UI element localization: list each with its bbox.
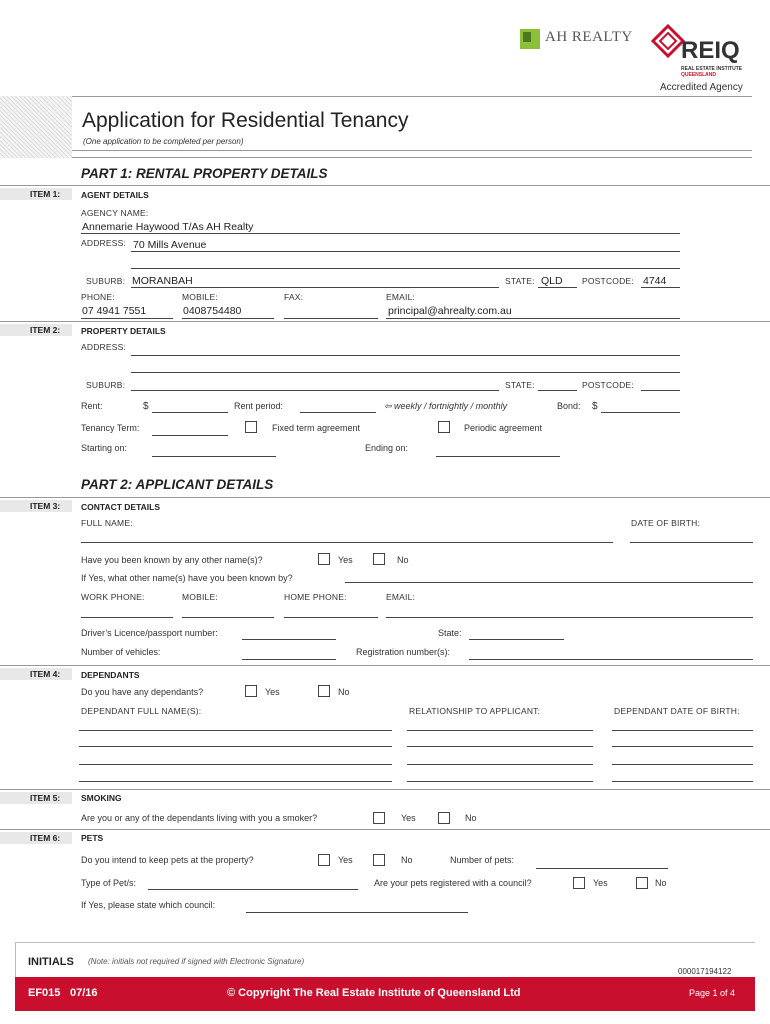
item2-rule	[0, 321, 770, 322]
address-line-2	[131, 268, 680, 269]
item6-rule	[0, 829, 770, 830]
work-phone-label: WORK PHONE:	[81, 592, 145, 602]
reiq-logo-sub2: QUEENSLAND	[681, 72, 717, 78]
dependant-rel-line[interactable]	[407, 781, 593, 782]
fax-label: FAX:	[284, 292, 304, 302]
fixed-term-label: Fixed term agreement	[272, 423, 361, 433]
part2-heading: PART 2: APPLICANT DETAILS	[81, 477, 274, 492]
dependant-dob-header: DEPENDANT DATE OF BIRTH:	[614, 706, 740, 716]
footer-bar	[15, 977, 755, 1011]
council-label: If Yes, please state which council:	[81, 900, 216, 910]
rent-period-label: Rent period:	[234, 401, 284, 411]
dependant-name-line[interactable]	[79, 746, 392, 747]
mobile-line	[182, 318, 274, 319]
dependants-no-label: No	[338, 687, 350, 697]
rent-dollar: $	[143, 401, 149, 412]
suburb-line	[131, 287, 499, 288]
item3-tag: ITEM 3:	[0, 500, 72, 512]
pets-no-label: No	[401, 855, 413, 865]
applicant-mobile-line[interactable]	[182, 617, 274, 618]
dependant-rel-line[interactable]	[407, 764, 593, 765]
page-number: Page 1 of 4	[689, 988, 736, 998]
email-value[interactable]: principal@ahrealty.com.au	[388, 305, 512, 317]
item4-tag: ITEM 4:	[0, 668, 72, 680]
dependant-dob-line[interactable]	[612, 730, 753, 731]
reiq-logo-sub1: REAL ESTATE INSTITUTE	[681, 66, 743, 72]
agency-name-label: AGENCY NAME:	[81, 208, 149, 218]
pets-yes-checkbox[interactable]	[318, 854, 330, 866]
title-rule-1	[72, 150, 752, 151]
postcode-label: POSTCODE:	[582, 276, 634, 286]
pets-registered-no-label: No	[655, 878, 667, 888]
pet-type-line[interactable]	[148, 889, 358, 890]
agency-logo	[519, 27, 633, 51]
other-names-line[interactable]	[345, 582, 753, 583]
tenancy-term-label: Tenancy Term:	[81, 423, 140, 433]
postcode-line	[641, 287, 680, 288]
item1-tag: ITEM 1:	[0, 188, 72, 200]
applicant-mobile-label: MOBILE:	[182, 592, 218, 602]
item3-title: CONTACT DETAILS	[81, 502, 161, 512]
postcode-value[interactable]: 4744	[643, 275, 667, 287]
applicant-email-label: EMAIL:	[386, 592, 416, 602]
ending-on-label: Ending on:	[365, 443, 409, 453]
home-phone-label: HOME PHONE:	[284, 592, 347, 602]
suburb-value[interactable]: MORANBAH	[132, 275, 193, 287]
fixed-term-checkbox[interactable]	[245, 421, 257, 433]
dob-line[interactable]	[630, 542, 753, 543]
dependants-question: Do you have any dependants?	[81, 687, 204, 697]
pets-question: Do you intend to keep pets at the property?	[81, 855, 254, 865]
item6-tag: ITEM 6:	[0, 832, 72, 844]
starting-on-label: Starting on:	[81, 443, 128, 453]
periodic-checkbox[interactable]	[438, 421, 450, 433]
address-label: ADDRESS:	[81, 238, 127, 248]
rent-period-hint: ⇦ weekly / fortnightly / monthly	[384, 401, 508, 411]
title-rule-top	[72, 96, 752, 97]
email-label: EMAIL:	[386, 292, 416, 302]
num-pets-label: Number of pets:	[450, 855, 515, 865]
form-date: 07/16	[70, 987, 98, 999]
page-subtitle: (One application to be completed per person)	[83, 137, 244, 146]
other-names-question: Have you been known by any other name(s)?	[81, 555, 263, 565]
applicant-email-line[interactable]	[386, 617, 753, 618]
property-suburb-line[interactable]	[131, 390, 499, 391]
dependant-rel-line[interactable]	[407, 730, 593, 731]
work-phone-line[interactable]	[81, 617, 173, 618]
full-name-line[interactable]	[81, 542, 613, 543]
part1-heading: PART 1: RENTAL PROPERTY DETAILS	[81, 166, 328, 181]
ending-on-line[interactable]	[436, 456, 560, 457]
dependant-name-header: DEPENDANT FULL NAME(S):	[81, 706, 202, 716]
smoker-no-label: No	[465, 813, 477, 823]
property-address-line-1[interactable]	[131, 355, 680, 356]
suburb-label: SUBURB:	[86, 276, 126, 286]
item3-rule	[0, 497, 770, 498]
address-value[interactable]: 70 Mills Avenue	[133, 239, 207, 251]
other-names-if-label: If Yes, what other name(s) have you been known by?	[81, 573, 293, 583]
licence-line[interactable]	[242, 639, 336, 640]
periodic-label: Periodic agreement	[464, 423, 543, 433]
item4-rule	[0, 665, 770, 666]
dependants-no-checkbox[interactable]	[318, 685, 330, 697]
council-line[interactable]	[246, 912, 468, 913]
smoker-no-checkbox[interactable]	[438, 812, 450, 824]
email-line	[386, 318, 680, 319]
licence-state-label: State:	[438, 628, 462, 638]
phone-label: PHONE:	[81, 292, 115, 302]
state-value[interactable]: QLD	[541, 275, 563, 287]
registration-label: Registration number(s):	[356, 647, 451, 657]
dependant-relationship-header: RELATIONSHIP TO APPLICANT:	[409, 706, 541, 716]
rent-line[interactable]	[152, 412, 228, 413]
bond-label: Bond:	[557, 401, 581, 411]
property-state-line[interactable]	[538, 390, 577, 391]
copyright: © Copyright The Real Estate Institute of Queensland Ltd	[227, 987, 521, 999]
pets-registered-yes-label: Yes	[593, 878, 608, 888]
reiq-logo-text: REIQ	[681, 37, 740, 64]
dependants-yes-label: Yes	[265, 687, 280, 697]
item5-title: SMOKING	[81, 793, 122, 803]
item1-title: AGENT DETAILS	[81, 190, 149, 200]
item5-rule	[0, 789, 770, 790]
initials-note: (Note: initials not required if signed with Electronic Signature)	[88, 957, 305, 966]
title-rule-2	[72, 157, 752, 158]
smoker-yes-label: Yes	[401, 813, 416, 823]
starting-on-line[interactable]	[152, 456, 276, 457]
bond-line[interactable]	[601, 412, 680, 413]
pets-registered-no-checkbox[interactable]	[636, 877, 648, 889]
pets-no-checkbox[interactable]	[373, 854, 385, 866]
document-number: 000017194122	[678, 967, 732, 976]
dependant-dob-line[interactable]	[612, 764, 753, 765]
vehicles-line[interactable]	[242, 659, 336, 660]
smoker-question: Are you or any of the dependants living with you a smoker?	[81, 813, 318, 823]
phone-line	[81, 318, 173, 319]
phone-value[interactable]: 07 4941 7551	[82, 305, 147, 317]
item2-title: PROPERTY DETAILS	[81, 326, 166, 336]
rent-period-line[interactable]	[300, 412, 376, 413]
property-state-label: STATE:	[505, 380, 535, 390]
form-code: EF015	[28, 987, 61, 999]
pet-type-label: Type of Pet/s:	[81, 878, 137, 888]
page-title: Application for Residential Tenancy	[82, 109, 409, 132]
agency-logo-icon	[519, 28, 541, 50]
dependants-yes-checkbox[interactable]	[245, 685, 257, 697]
dependant-dob-line[interactable]	[612, 781, 753, 782]
mobile-label: MOBILE:	[182, 292, 218, 302]
reiq-diamond-icon	[651, 24, 685, 58]
dependant-name-line[interactable]	[79, 781, 392, 782]
item6-title: PETS	[81, 833, 104, 843]
fax-line	[284, 318, 378, 319]
dependant-name-line[interactable]	[79, 764, 392, 765]
tenancy-term-line[interactable]	[152, 435, 228, 436]
accredited-agency: Accredited Agency	[660, 82, 743, 93]
state-line	[538, 287, 577, 288]
dependant-dob-line[interactable]	[612, 746, 753, 747]
other-names-no-label: No	[397, 555, 409, 565]
registration-line[interactable]	[469, 659, 753, 660]
property-postcode-line[interactable]	[641, 390, 680, 391]
dob-label: DATE OF BIRTH:	[631, 518, 701, 528]
bond-dollar: $	[592, 401, 598, 412]
rent-label: Rent:	[81, 401, 103, 411]
dependant-rel-line[interactable]	[407, 746, 593, 747]
item1-rule	[0, 185, 770, 186]
agency-logo-text: AH REALTY	[545, 29, 633, 45]
reiq-logo	[651, 24, 751, 84]
address-line-1	[131, 251, 680, 252]
title-side-pattern	[0, 96, 72, 158]
home-phone-line[interactable]	[284, 617, 378, 618]
pets-registered-question: Are your pets registered with a council?	[374, 878, 532, 888]
mobile-value[interactable]: 0408754480	[183, 305, 242, 317]
other-names-no-checkbox[interactable]	[373, 553, 385, 565]
agency-name-line	[81, 233, 680, 234]
item5-tag: ITEM 5:	[0, 792, 72, 804]
full-name-label: FULL NAME:	[81, 518, 133, 528]
property-address-label: ADDRESS:	[81, 342, 127, 352]
licence-state-line[interactable]	[469, 639, 564, 640]
agency-name-value[interactable]: Annemarie Haywood T/As AH Realty	[82, 221, 254, 233]
initials-label: INITIALS	[28, 956, 74, 968]
smoker-yes-checkbox[interactable]	[373, 812, 385, 824]
pets-registered-yes-checkbox[interactable]	[573, 877, 585, 889]
other-names-yes-checkbox[interactable]	[318, 553, 330, 565]
other-names-yes-label: Yes	[338, 555, 353, 565]
property-postcode-label: POSTCODE:	[582, 380, 634, 390]
property-suburb-label: SUBURB:	[86, 380, 126, 390]
state-label: STATE:	[505, 276, 535, 286]
vehicles-label: Number of vehicles:	[81, 647, 161, 657]
num-pets-line[interactable]	[536, 868, 668, 869]
item4-title: DEPENDANTS	[81, 670, 140, 680]
item2-tag: ITEM 2:	[0, 324, 72, 336]
property-address-line-2[interactable]	[131, 372, 680, 373]
licence-label: Driver’s Licence/passport number:	[81, 628, 218, 638]
dependant-name-line[interactable]	[79, 730, 392, 731]
pets-yes-label: Yes	[338, 855, 353, 865]
